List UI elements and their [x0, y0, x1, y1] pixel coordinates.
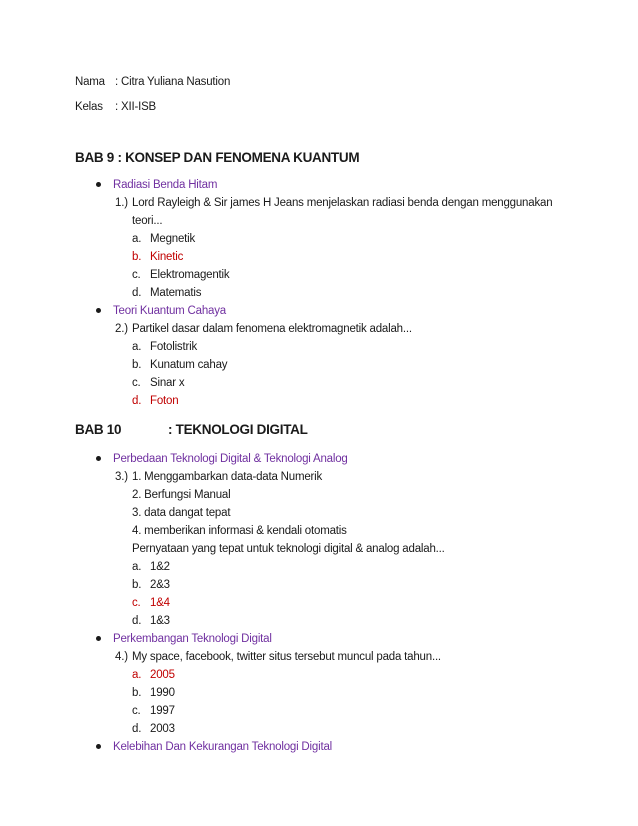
option-letter: a. — [132, 561, 142, 573]
bab9-heading: BAB 9 : KONSEP DAN FENOMENA KUANTUM — [75, 150, 360, 165]
question-text: Partikel dasar dalam fenomena elektromagnetik adalah... — [132, 323, 412, 335]
option-text: Sinar x — [150, 377, 185, 389]
question-text: Pernyataan yang tepat untuk teknologi digital & analog adalah... — [132, 543, 445, 555]
question-text-cont: teori... — [132, 215, 163, 227]
option-text: 2&3 — [150, 579, 170, 591]
topic-teori-kuantum-cahaya: Teori Kuantum Cahaya — [113, 305, 226, 317]
answer-option-text: Kinetic — [150, 251, 184, 263]
topic-perbedaan-teknologi: Perbedaan Teknologi Digital & Teknologi Analog — [113, 453, 348, 465]
bab10-heading-number: BAB 10 — [75, 422, 122, 437]
option-text: Elektromagentik — [150, 269, 230, 281]
option-letter: b. — [132, 579, 142, 591]
option-text: Megnetik — [150, 233, 196, 245]
name-label: Nama — [75, 76, 105, 88]
statement-line: 4. memberikan informasi & kendali otomatis — [132, 525, 347, 537]
option-text: 1&2 — [150, 561, 170, 573]
answer-option-letter: d. — [132, 395, 142, 407]
option-letter: c. — [132, 705, 141, 717]
option-text: Fotolistrik — [150, 341, 198, 353]
option-letter: c. — [132, 377, 141, 389]
statement-line: 3. data dangat tepat — [132, 507, 231, 519]
option-text: 2003 — [150, 723, 175, 735]
name-value: : Citra Yuliana Nasution — [115, 76, 231, 88]
topic-radiasi-benda-hitam: Radiasi Benda Hitam — [113, 179, 218, 191]
bullet-icon — [96, 636, 101, 641]
bullet-icon — [96, 308, 101, 313]
option-text: Matematis — [150, 287, 202, 299]
option-letter: a. — [132, 233, 142, 245]
question-text: Lord Rayleigh & Sir james H Jeans menjelaskan radiasi benda dengan menggunakan — [132, 197, 553, 209]
option-letter: d. — [132, 723, 142, 735]
option-text: Kunatum cahay — [150, 359, 228, 371]
answer-option-letter: b. — [132, 251, 142, 263]
bullet-icon — [96, 182, 101, 187]
option-letter: d. — [132, 615, 142, 627]
option-letter: b. — [132, 359, 142, 371]
topic-perkembangan-teknologi: Perkembangan Teknologi Digital — [113, 633, 272, 645]
bab10-heading-title: : TEKNOLOGI DIGITAL — [168, 422, 308, 437]
statement-line: 1. Menggambarkan data-data Numerik — [132, 471, 323, 483]
option-letter: d. — [132, 287, 142, 299]
question-text: My space, facebook, twitter situs tersebut muncul pada tahun... — [132, 651, 441, 663]
bullet-icon — [96, 456, 101, 461]
option-text: 1990 — [150, 687, 175, 699]
option-text: 1997 — [150, 705, 175, 717]
question-number: 4.) — [115, 651, 128, 663]
option-text: 1&3 — [150, 615, 170, 627]
topic-kelebihan-kekurangan: Kelebihan Dan Kekurangan Teknologi Digital — [113, 741, 332, 753]
answer-option-text: 1&4 — [150, 597, 170, 609]
question-number: 2.) — [115, 323, 128, 335]
option-letter: c. — [132, 269, 141, 281]
bullet-icon — [96, 744, 101, 749]
class-label: Kelas — [75, 101, 103, 113]
option-letter: a. — [132, 341, 142, 353]
question-number: 3.) — [115, 471, 128, 483]
answer-option-letter: a. — [132, 669, 142, 681]
answer-option-text: 2005 — [150, 669, 175, 681]
answer-option-text: Foton — [150, 395, 179, 407]
class-value: : XII-ISB — [115, 101, 157, 113]
answer-option-letter: c. — [132, 597, 141, 609]
statement-line: 2. Berfungsi Manual — [132, 489, 231, 501]
question-number: 1.) — [115, 197, 128, 209]
option-letter: b. — [132, 687, 142, 699]
